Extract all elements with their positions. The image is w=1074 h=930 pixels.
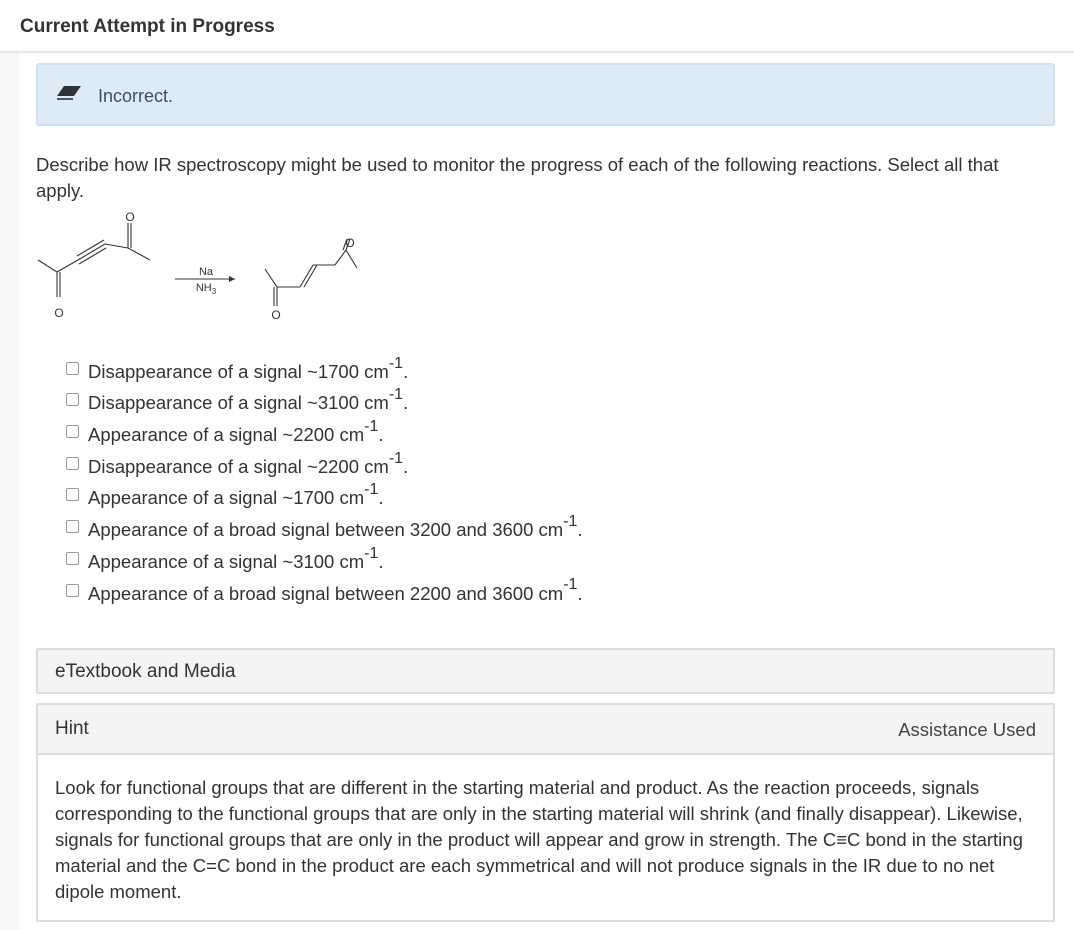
option-label: Disappearance of a signal ~3100 $cm^{-1}$. [88,386,409,414]
page-title: Current Attempt in Progress [20,16,275,37]
option-checkbox[interactable] [66,584,79,597]
option-checkbox[interactable] [66,362,79,375]
hint-header[interactable] [38,705,1053,755]
eraser-icon [56,85,82,101]
option-checkbox[interactable] [66,425,79,438]
etextbook-media-label: eTextbook and Media [55,661,236,682]
option-checkbox[interactable] [66,520,79,533]
reagent-bottom: NH [195,282,212,294]
option-checkbox[interactable] [66,552,79,565]
option-label: Appearance of a broad signal between 2200 and 3600 $cm^{-1}$. [88,576,583,604]
atom-label: O [345,236,355,250]
assistance-used-label: Assistance Used [898,719,1036,740]
hint-body-text: Look for functional groups that are different in the starting material and product. As the reaction proceeds, signals corresponding to the functional groups that are only in the starting material will shrink (and finally disappear). Likewise, signals for functional groups that are only in the product will appear and grow in strength. The C≡C bond in the starting material and the C=C bond in the product are each symmetrical and will not produce signals in the IR due to no net dipole moment. [55,777,1023,902]
option-2[interactable] [66,384,583,416]
hint-label: Hint [55,718,89,739]
option-6[interactable] [66,510,583,542]
answer-options [66,352,583,606]
option-4[interactable] [66,447,583,479]
page-header [0,0,1074,53]
option-label: Disappearance of a signal ~1700 $cm^{-1}$. [88,354,409,382]
option-7[interactable] [66,542,583,574]
option-3[interactable] [66,415,583,447]
atom-label: O [271,308,281,322]
reagent-bottom-sub: 3 [211,287,217,296]
question-text: Describe how IR spectroscopy might be used to monitor the progress of each of the following reactions. Select all that apply. [36,154,999,201]
left-rail [0,53,18,930]
atom-label: O [125,210,135,224]
option-checkbox[interactable] [66,488,79,501]
option-8[interactable] [66,574,583,606]
option-label: Appearance of a signal ~2200 $cm^{-1}$. [88,417,384,446]
option-label: Disappearance of a signal ~2200 $cm^{-1}$. [88,449,409,477]
etextbook-media-panel[interactable] [36,648,1055,694]
option-label: Appearance of a signal ~3100 $cm^{-1}$. [88,544,384,572]
svg-text:NH3 [196,282,217,296]
hint-panel [36,703,1055,922]
feedback-banner [36,63,1055,126]
option-checkbox[interactable] [66,393,79,406]
atom-label: O [54,306,64,320]
option-label: Appearance of a signal ~1700 $cm^{-1}$. [88,481,384,509]
reaction-scheme-image [30,205,370,330]
option-label: Appearance of a broad signal between 3200 and 3600 $cm^{-1}$. [88,512,583,541]
option-1[interactable] [66,352,583,384]
feedback-text: Incorrect. [98,86,174,106]
reagent-top: Na [198,266,214,278]
option-5[interactable] [66,479,583,511]
option-checkbox[interactable] [66,457,79,470]
